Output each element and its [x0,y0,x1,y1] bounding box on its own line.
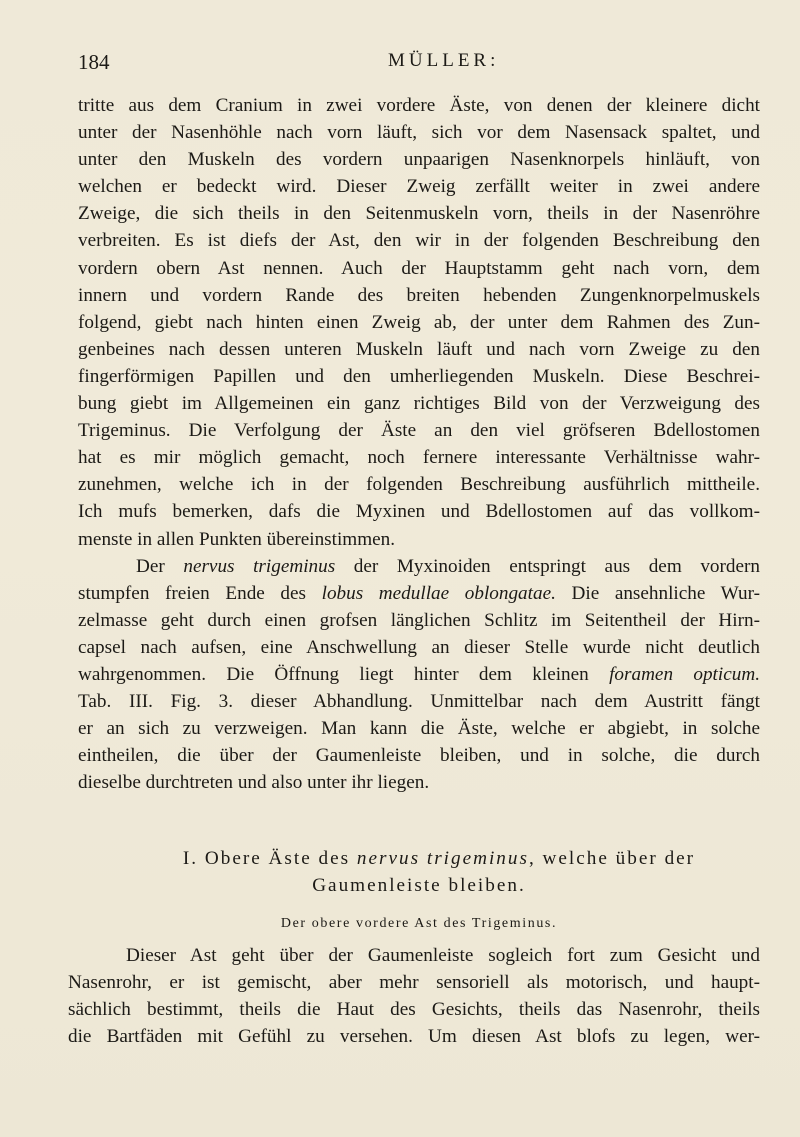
page-header [78,50,755,78]
subsection-heading: Der obere vordere Ast des Trigeminus. [280,916,558,931]
text-line: er an sich zu verzweigen. Man kann die Äste, welche er abgiebt, in solche [78,718,760,740]
text-line: Dieser Ast geht über der Gaumenleiste sogleich fort zum Gesicht und [126,945,760,966]
text-line: Zweige, die sich theils in den Seitenmuskeln vorn, theils in der Nasenröhre [78,203,760,225]
text-line: sächlich bestimmt, theils die Haut des Gesichts, theils das Nasenrohr, theils [68,999,760,1021]
text-line: Nasenrohr, er ist gemischt, aber mehr sensoriell als motorisch, und haupt- [68,972,760,994]
text-line: welchen er bedeckt wird. Dieser Zweig zerfällt weiter in zwei andere [78,176,760,198]
text-line: zunehmen, welche ich in der folgenden Beschreibung ausführlich mittheile. [78,474,760,496]
text-line: eintheilen, die über der Gaumenleiste bleiben, und in solche, die durch [78,745,760,767]
text-line: zelmasse geht durch einen grofsen länglichen Schlitz im Seitentheil der Hirn- [78,609,760,631]
text-line: verbreiten. Es ist diefs der Ast, den wir in der folgenden Beschreibung den [78,230,760,252]
text-line: dieselbe durchtreten und also unter ihr liegen. [78,772,430,794]
section-heading [78,845,760,899]
text-line: vordern obern Ast nennen. Auch der Hauptstamm geht nach vorn, dem [78,257,760,279]
section-text [68,942,760,1050]
main-text [78,92,760,796]
text-run: I. Obere Äste des [182,848,357,869]
text-line: Ich mufs bemerken, dafs die Myxinen und Bdellostomen auf das vollkom- [78,501,760,523]
text-line: tritte aus dem Cranium in zwei vordere Äste, von denen der kleinere dicht [78,95,760,116]
text-line: die Bartfäden mit Gefühl zu versehen. Um diesen Ast blofs zu legen, wer- [68,1026,760,1048]
text-line [78,553,760,580]
text-line: Tab. III. Fig. 3. dieser Abhandlung. Unmittelbar nach dem Austritt fängt [78,691,760,713]
section-heading-line [78,845,760,872]
latin-term: foramen opticum. [609,663,760,685]
section-heading-line: Gaumenleiste bleiben. [312,875,526,896]
text-line [78,580,760,607]
text-line: innern und vordern Rande des breiten hebenden Zungenknorpelmuskels [78,284,760,306]
text-line: unter der Nasenhöhle nach vorn läuft, sich vor dem Nasensack spaltet, und [78,122,760,144]
running-head: MÜLLER: [388,50,500,71]
text-line: capsel nach aufsen, eine Anschwellung an dieser Stelle wurde nicht deutlich [78,636,760,658]
latin-term: nervus trigeminus [183,555,336,577]
text-run: Die ansehnliche Wur- [555,582,760,604]
text-line [78,661,760,688]
text-line: bung giebt im Allgemeinen ein ganz richtiges Bild von der Verzweigung des [78,393,760,415]
page-number: 184 [78,50,110,74]
text-run: Der [136,555,184,577]
text-run: wahrgenommen. Die Öffnung liegt hinter dem kleinen [78,663,610,685]
text-line: hat es mir möglich gemacht, noch fernere interessante Verhältnisse wahr- [78,447,760,469]
text-line: fingerförmigen Papillen und den umherliegenden Muskeln. Diese Beschrei- [78,365,760,387]
text-line: folgend, giebt nach hinten einen Zweig ab, der unter dem Rahmen des Zun- [78,311,760,333]
text-run: der Myxinoiden entspringt aus dem vordern [335,555,761,577]
text-run: stumpfen freien Ende des [78,582,322,604]
text-run: , welche über der [528,848,696,869]
text-line: menste in allen Punkten übereinstimmen. [78,528,396,550]
text-line: unter den Muskeln des vordern unpaarigen Nasenknorpels hinläuft, von [78,149,760,171]
latin-term: lobus medullae oblongatae. [321,582,556,604]
text-line: genbeines nach dessen unteren Muskeln läuft und nach vorn Zweige zu den [78,338,760,360]
text-line: Trigeminus. Die Verfolgung der Äste an den viel gröfseren Bdellostomen [78,420,760,442]
latin-term: nervus trigeminus [356,848,529,869]
